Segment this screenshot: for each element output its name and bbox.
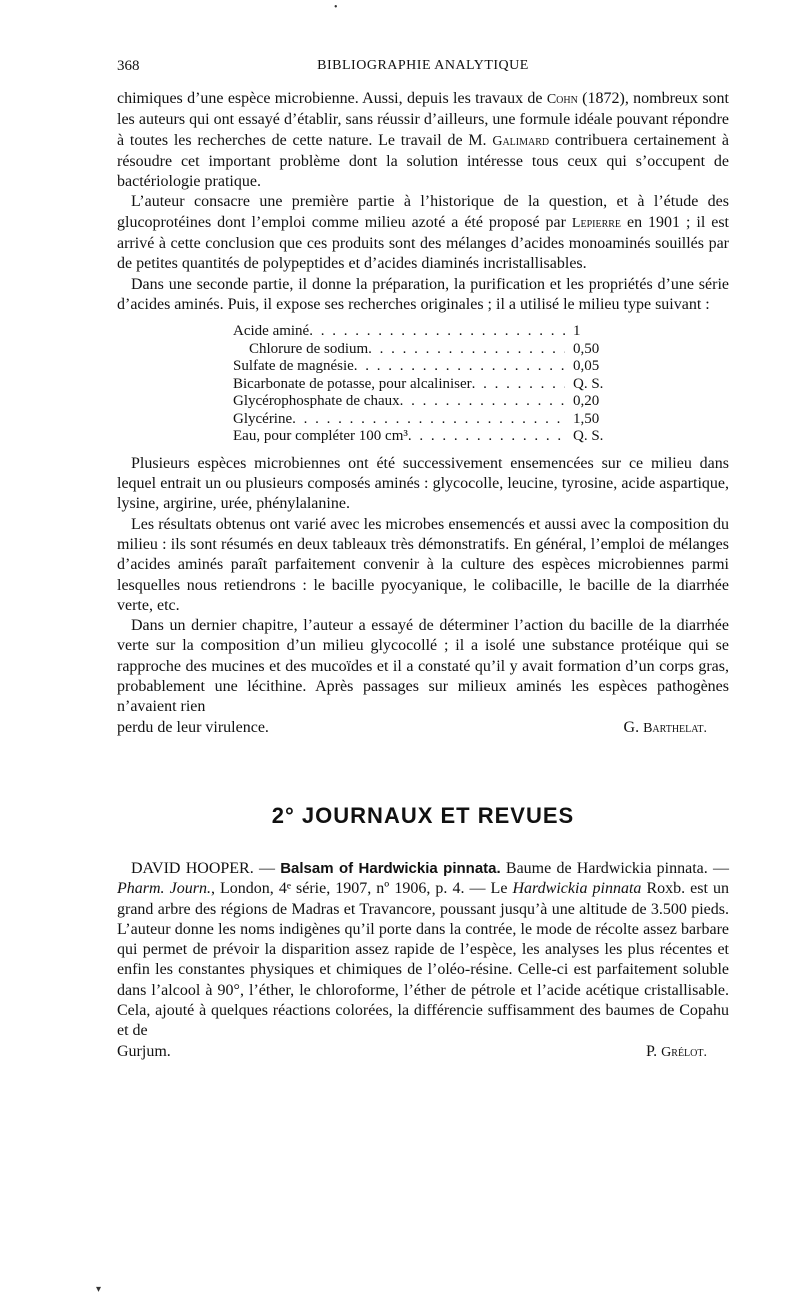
author-hooper: DAVID HOOPER. <box>131 859 254 877</box>
article-title: Balsam of Hardwickia pinnata. <box>280 859 501 877</box>
table-row: Glycérophosphate de chaux . . . 0,20 <box>233 393 615 411</box>
paragraph-6-end: perdu de leur virulence. G. Barthelat. <box>117 718 729 739</box>
paragraph-1: chimiques d’une espèce microbienne. Aussi, depuis les travaux de Cohn (1872), nombreux sont les auteurs qui ont essayé d’établir, sans réussir d’ailleurs, une formule idéale pouvant répondre à toutes les recherches de cette nature. Le travail de M. Galimard contribuera certainement à résoudre cet important problème dont la solution intéresse tous ceux qui s’occupent de bactériologie pratique. <box>117 90 729 191</box>
document-page <box>117 58 729 1063</box>
table-row: Sulfate de magnésie . . . 0,05 <box>233 358 615 376</box>
page-header <box>117 58 729 80</box>
table-row: Chlorure de sodium . . . 0,50 <box>233 341 615 359</box>
running-title: BIBLIOGRAPHIE ANALYTIQUE <box>317 58 529 73</box>
hooper-paragraph: DAVID HOOPER. — Balsam of Hardwickia pinnata. Baume de Hardwickia pinnata. — Pharm. Journ., London, 4ᵉ série, 1907, nº 1906, p. 4. — Le Hardwickia pinnata Roxb. est un grand arbre des régions de Madras et Travancore, poussant jusqu’à une altitude de 3.500 pieds. L’auteur donne les noms indigènes qu’il porte dans la contrée, le mode de récolte assez barbare qui permet de prévoir la disparition assez rapide de l’espèce, les analyses les plus récentes et enfin les constantes physiques et chimiques de l’oléo-résine. Celle-ci est parfaitement soluble dans l’alcool à 90°, l’éther, le chloroforme, l’éther de pétrole et l’acide acétique cristallisable. Cela, ajouté à quelques réactions colorées, la différencie suffisamment des baumes de Copahu et de <box>117 859 730 1040</box>
journal-name: Pharm. Journ. <box>117 880 211 898</box>
author-galimard: Galimard <box>492 133 550 149</box>
section-title: 2° JOURNAUX ET REVUES <box>271 802 575 828</box>
review-galimard <box>117 89 729 739</box>
table-row: Bicarbonate de potasse, pour alcaliniser . . . Q. S. <box>233 376 615 394</box>
author-lepierre: Lepierre <box>571 215 622 231</box>
review-hooper <box>117 859 729 1063</box>
species-name: Hardwickia pinnata <box>512 880 642 898</box>
paragraph-3: Dans une seconde partie, il donne la préparation, la purification et les propriétés d’une série d’acides aminés. Puis, il expose ses recherches originales ; il a utilisé le milieu type suivant : <box>117 275 729 313</box>
paragraph-5: Les résultats obtenus ont varié avec les microbes ensemencés et aussi avec la composition du milieu : ils sont résumés en deux tableaux très démonstratifs. En général, l’emploi de mélanges d’acides aminés paraît parfaitement convenir à la culture des espèces microbiennes parmi lesquelles nous retiendrons : le bacille pyocyanique, le colibacille, le bacille de la diarrhée verte, etc. <box>117 515 729 614</box>
hooper-paragraph-end: Gurjum. P. Grélot. <box>117 1042 729 1063</box>
signature-grelot: P. Grélot. <box>646 1042 707 1060</box>
top-speck: • <box>334 2 338 13</box>
author-cohn: Cohn <box>546 92 578 107</box>
bottom-speck: ▾ <box>96 1284 102 1295</box>
paragraph-6: Dans un dernier chapitre, l’auteur a essayé de déterminer l’action du bacille de la diarrhée verte sur la composition d’un milieu glycocollé ; il a isolé une substance protéique qui se rapproche des mucines et des mucoïdes et il a constaté qu’il y avait formation d’un corps gras, probablement une lécithine. Après passages sur milieux aminés les espèces pathogènes n’avaient rien <box>117 617 729 716</box>
page-number: 368 <box>117 58 140 74</box>
table-row: Acide aminé . . . 1 <box>233 323 615 341</box>
table-row: Glycérine . . . 1,50 <box>233 411 615 429</box>
paragraph-2: L’auteur consacre une première partie à l’historique de la question, et à l’étude des glucoprotéines dont l’emploi comme milieu azoté a été proposé par Lepierre en 1901 ; il est arrivé à cette conclusion que ces produits sont des mélanges d’acides monoaminés souillés par de petites quantités de polypeptides et d’acides diaminés incristallisables. <box>117 193 729 273</box>
signature-barthelat: G. Barthelat. <box>623 718 707 736</box>
paragraph-4: Plusieurs espèces microbiennes ont été successivement ensemencées sur ce milieu dans lequel entrait un ou plusieurs composés aminés : glycocolle, leucine, tyrosine, acide aspartique, lysine, argirine, urée, phénylalanine. <box>117 454 729 513</box>
table-row: Eau, pour compléter 100 cm³ . . . Q. S. <box>233 428 615 446</box>
culture-medium-table <box>233 323 615 446</box>
